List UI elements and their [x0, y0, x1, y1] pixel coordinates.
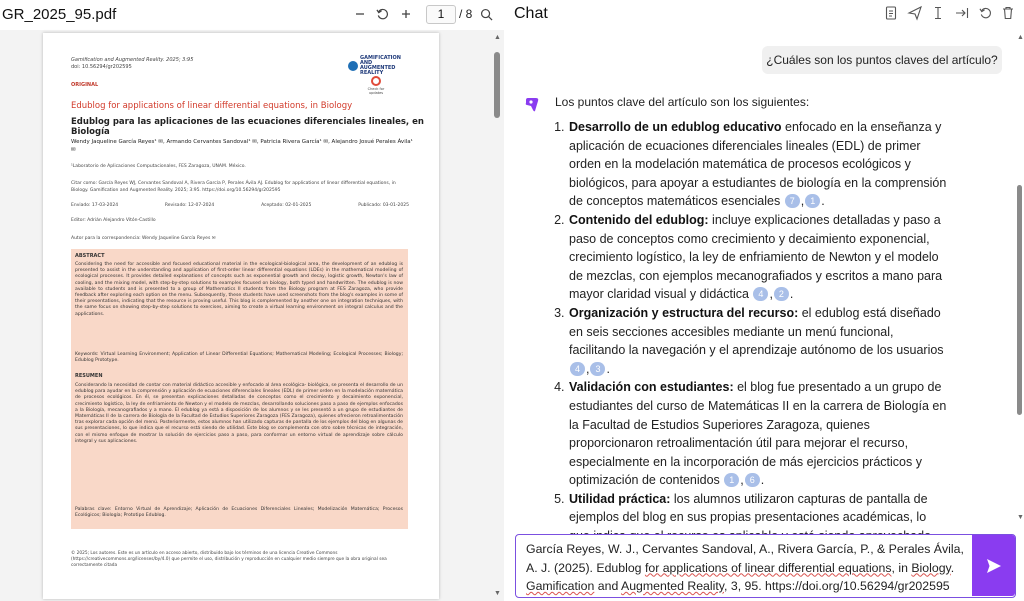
pdf-toolbar: [0, 0, 504, 30]
refresh-button[interactable]: [977, 5, 993, 21]
key-point-item: 3. Organización y estructura del recurso: el edublog está diseñado en seis secciones accesibles mediante un menú funcional, facilitando la navegación y el aprendizaje autónomo de los usuarios 4 , 3 .: [568, 304, 950, 378]
composer-text-part: , 3, 95. https://doi.org/10.56294/gr202595: [724, 579, 950, 593]
date-accepted: Aceptado: 02-01-2025: [261, 203, 312, 208]
journal-logo-text: GAMIFICATION AND AUGMENTED REALITY: [360, 55, 401, 76]
citation-pill[interactable]: 4: [753, 287, 768, 301]
key-point-text: los alumnos utilizaron capturas de pantalla de ejemplos del blog en sus propias presentaciones académicas, lo: [569, 491, 928, 525]
article-title-es: Edublog para las aplicaciones de las ecuaciones diferenciales lineales, en Biología: [71, 117, 424, 137]
composer-text-part: .: [950, 560, 955, 575]
pdf-page: [43, 33, 439, 599]
text-cursor-icon: [933, 6, 943, 20]
composer-text-part: , in: [891, 560, 912, 575]
check-updates-badge[interactable]: [365, 76, 387, 95]
key-point-heading: Desarrollo de un edublog educativo: [569, 120, 782, 134]
key-point-heading: Organización y estructura del recurso:: [569, 305, 799, 320]
zoom-in-button[interactable]: [396, 4, 416, 24]
document-icon: [885, 6, 897, 20]
scroll-down-icon[interactable]: ▼: [494, 590, 501, 597]
page-total: / 8: [459, 7, 473, 21]
plus-icon: [400, 8, 412, 20]
key-points-list: [555, 118, 950, 546]
send-icon: [985, 557, 1003, 575]
spellcheck-flag: Augmented Reality: [621, 579, 725, 593]
citation-pill[interactable]: 3: [590, 362, 605, 376]
citation-pill[interactable]: 4: [570, 362, 585, 376]
affiliation: ¹Laboratorio de Aplicaciones Computacionales, FES Zaragoza, UNAM. México.: [71, 164, 246, 169]
citation-pill[interactable]: 7: [785, 194, 800, 208]
search-icon: [480, 8, 493, 21]
journal-logo-icon: [348, 61, 358, 71]
resumen-heading: RESUMEN: [75, 373, 103, 379]
key-point-heading: Contenido del edublog:: [569, 212, 709, 227]
rotate-button[interactable]: [372, 4, 392, 24]
section-label: ORIGINAL: [71, 82, 99, 88]
text-cursor-button[interactable]: [930, 5, 946, 21]
date-sent: Enviado: 17-03-2024: [71, 203, 119, 208]
check-updates-icon: [371, 76, 381, 86]
chat-title: Chat: [514, 5, 548, 22]
export-button[interactable]: [954, 5, 970, 21]
composer-text-part: García Reyes, W. J., Cervantes Sandoval, A., Rivera García, P., & Perales Ávila, A. J. (2025). Edublog: [526, 542, 964, 575]
citation-pill[interactable]: 1: [805, 194, 820, 208]
check-updates-text: Check for updates: [367, 87, 385, 95]
minus-icon: [354, 8, 366, 20]
message-input-text[interactable]: [526, 540, 966, 596]
key-point-text: enfocado en la enseñanza y aplicación de ecuaciones diferenciales lineales (EDL) de primer orden en la modelación matemática de procesos ecológicos y biológicos, para apoyar a estudiantes de biología en la comprensión de conceptos matemáticos esenciales: [569, 120, 947, 209]
search-button[interactable]: [476, 4, 496, 24]
chat-scroll-up-icon[interactable]: ▲: [1017, 34, 1024, 41]
zoom-out-button[interactable]: [350, 4, 370, 24]
key-point-item: 4. Validación con estudiantes: el blog fue presentado a un grupo de estudiantes del curso de Matemáticas II en la carrera de Biología en la Facultad de Estudios Superiores Zaragoza, quienes proporcionaron retroalimentación útil para mejorar el recurso, especialmente en la incorporación de más ejercicios prácticos y optimización de contenidos 1 , 6 .: [568, 378, 950, 490]
send-outline-icon: [908, 6, 922, 20]
spellcheck-flag: for applications of linear differential equations: [644, 560, 892, 575]
scroll-up-icon[interactable]: ▲: [494, 34, 501, 41]
assistant-avatar-icon: [524, 97, 540, 113]
key-point-heading: Validación con estudiantes:: [569, 380, 734, 395]
share-button[interactable]: [907, 5, 923, 21]
authors-line: Wendy Jaqueline García Reyes¹ ✉, Armando Cervantes Sandoval¹ ✉, Patricia Rivera García¹ ✉, Alejandro Josué Perales Ávila¹ ✉: [71, 139, 413, 153]
assistant-answer: [555, 118, 950, 524]
journal-line: Gamification and Augmented Reality. 2025; 3:95: [71, 57, 194, 63]
key-point-item: 1. Desarrollo de un edublog educativo enfocado en la enseñanza y aplicación de ecuaciones diferenciales lineales (EDL) de primer orden en la modelación matemática de procesos ecológicos y biológicos, para apoyar a estudiantes de biología en la comprensión de conceptos matemáticos esenciales 7 , 1 .: [568, 118, 950, 211]
composer-text-part: and: [594, 579, 622, 593]
key-point-item: 2. Contenido del edublog: incluye explicaciones detalladas y paso a paso de conceptos como crecimiento y decaimiento exponencial, crecimiento logístico, la ley de enfriamiento de Newton y el modelo de mezclas, con ejemplos mecanografiados y escritos a mano para mayor claridad visual y didáctica 4 , 2 .: [568, 211, 950, 304]
editor-line: Editor: Adrián Alejandro Vitón-Castillo: [71, 218, 156, 223]
refresh-icon: [979, 7, 992, 20]
pdf-scroll-thumb[interactable]: [494, 52, 500, 118]
delete-button[interactable]: [1000, 5, 1016, 21]
pdf-scrollbar[interactable]: [491, 30, 504, 601]
journal-logo: [348, 55, 401, 76]
pdf-filename: GR_2025_95.pdf: [2, 6, 117, 23]
doi-line: doi: 10.56294/gr202595: [71, 64, 132, 70]
chat-scrollbar[interactable]: [1015, 30, 1024, 526]
date-published: Publicado: 03-01-2025: [358, 203, 409, 208]
chat-scroll-thumb[interactable]: [1017, 185, 1022, 415]
chat-panel: [505, 0, 1024, 601]
spellcheck-flag: Biology: [911, 560, 951, 575]
citation-pill[interactable]: 6: [745, 473, 760, 487]
abstract-text: Considering the need for accessible and focused educational material in the ecological-biological area, the development of an edublog is presented to assist in the understanding and application of first-order linear differential equations (LDEs) in the mathematical modeling of ecological processes. It provides detailed explanations of concepts such as exponential growth and decay, logistic growth, Newton's law of cooling, and the mixing model, with step-by-step solutions to examples focused on biology, both typed and handwritten. The edublog is now available to students and is presented to a group of Mathematics II students from the Biology program at FES Zaragoza, who provide feedback after exploring each option on the menu. Subsequently, these students have used screenshots from the blog's examples in some of their presentations, indicating that the resource is proving useful. This blog is complemented by another one on integration techniques, with the same focus on showing step-by-step solutions to exercises, aiming to create a virtual learning environment on integral calculus and the applications.: [75, 262, 403, 317]
keywords-es: Palabras clave: Entorno Virtual de Aprendizaje; Aplicación de Ecuaciones Diferenciales Lineales; Modelización Matemática; Procesos Ecológicos; Biología; Prototipo Edublog.: [75, 507, 403, 519]
key-point-heading: Utilidad práctica:: [569, 491, 671, 506]
dates-row: [71, 203, 409, 208]
key-point-text: el blog fue presentado a un grupo de estudiantes del curso de Matemáticas II en la carrera de Biología en la Facultad de Estudios Superiores Zaragoza, quienes proporcionaron retroalimentación útil para mejorar el recurso, especialmente en la incorporación de más ejercicios prácticos y optimización de contenidos: [569, 380, 947, 488]
date-revised: Revisado: 12-07-2024: [164, 203, 215, 208]
resumen-text: Considerando la necesidad de contar con material didáctico accesible y enfocado al área ecológica- biológica, se presenta el desarrollo de un edublog para ayudar en la comprensión y aplicación de ecuaciones diferenciales lineales (EDL) de primer orden en la modelación matemática de procesos ecológicos. En él, se presentan explicaciones detalladas de conceptos como el crecimiento y decaimiento exponencial, crecimiento logístico, la ley de enfriamiento de Newton y el modelo de mezclas, desarrollando soluciones paso a paso de ejemplos enfocados a la Biología, mecanografiados y a mano. El edublog ya está a disposición de los alumnos y se les presentó a un grupo de estudiantes de Matemáticas II de la carrera de Biología de la Facultad de Estudios Superiores Zaragoza (FES Zaragoza), quienes ofrecieron retroalimentación tras explorar cada opción del menú. Posteriormente, estos alumnos han utilizado capturas de pantalla de los ejemplos del blog en algunas de sus presentaciones, lo que indica que el recurso está siendo de utilidad. Este blog se complementa con otro sobre técnicas de integración, con el mismo enfoque de mostrar la solución de ejercicios paso a paso, para conformar un entorno virtual de aprendizaje sobre cálculo integral y sus aplicaciones.: [75, 383, 403, 444]
article-title-en: Edublog for applications of linear differential equations, in Biology: [71, 101, 353, 111]
assistant-intro: Los puntos clave del artículo son los siguientes:: [555, 95, 810, 109]
abstract-box: [71, 249, 408, 529]
summary-button[interactable]: [883, 5, 899, 21]
cite-as: Citar como: García Reyes WJ, Cervantes Sandoval A, Rivera García P, Perales Ávila AJ. Edublog for applications of linear differential equations, in Biology. Gamification and Augmented Reality. 2025; 3:95. https://doi.org/10.56294/gr202595: [71, 181, 396, 193]
send-button[interactable]: [972, 535, 1015, 596]
spellcheck-flag: Gamification: [526, 579, 595, 593]
chat-scroll-down-icon[interactable]: ▼: [1017, 514, 1024, 521]
message-input[interactable]: [515, 534, 1016, 598]
citation-pill[interactable]: 1: [724, 473, 739, 487]
trash-icon: [1002, 6, 1014, 20]
key-point-text: el edublog está diseñado en seis secciones accesibles mediante un menú funcional, facilitando la navegación y el aprendizaje autónomo de los usuarios: [569, 305, 944, 358]
rotate-icon: [376, 8, 389, 21]
user-message: ¿Cuáles son los puntos claves del artículo?: [762, 46, 1002, 74]
license-footer: © 2025; Los autores. Este es un artículo en acceso abierto, distribuido bajo los términos de una licencia Creative Commons (https://creativecommons.org/licenses/by/4.0) que permite el uso, distribución y reproducción en cualquier medio siempre que la obra original sea correctamente citada: [71, 551, 387, 569]
citation-pill[interactable]: 2: [774, 287, 789, 301]
arrow-to-right-icon: [955, 6, 969, 20]
key-point-text: incluye explicaciones detalladas y paso a paso de conceptos como crecimiento y decaimiento exponencial, crecimiento logístico, la ley de enfriamiento de Newton y el modelo de mezclas, con ejemplos mecanografiados y escritos a mano para mayor claridad visual y didáctica: [569, 212, 943, 302]
keywords-en: Keywords: Virtual Learning Environment; Application of Linear Differential Equations; Mathematical Modeling; Ecological Processes; Biology; Edublog Prototype.: [75, 352, 403, 364]
abstract-heading: ABSTRACT: [75, 253, 105, 259]
pdf-viewer: [0, 0, 504, 601]
correspondence-line: Autor para la correspondencia: Wendy Jaqueline García Reyes ✉: [71, 236, 216, 241]
page-number-input[interactable]: 1: [426, 5, 456, 24]
